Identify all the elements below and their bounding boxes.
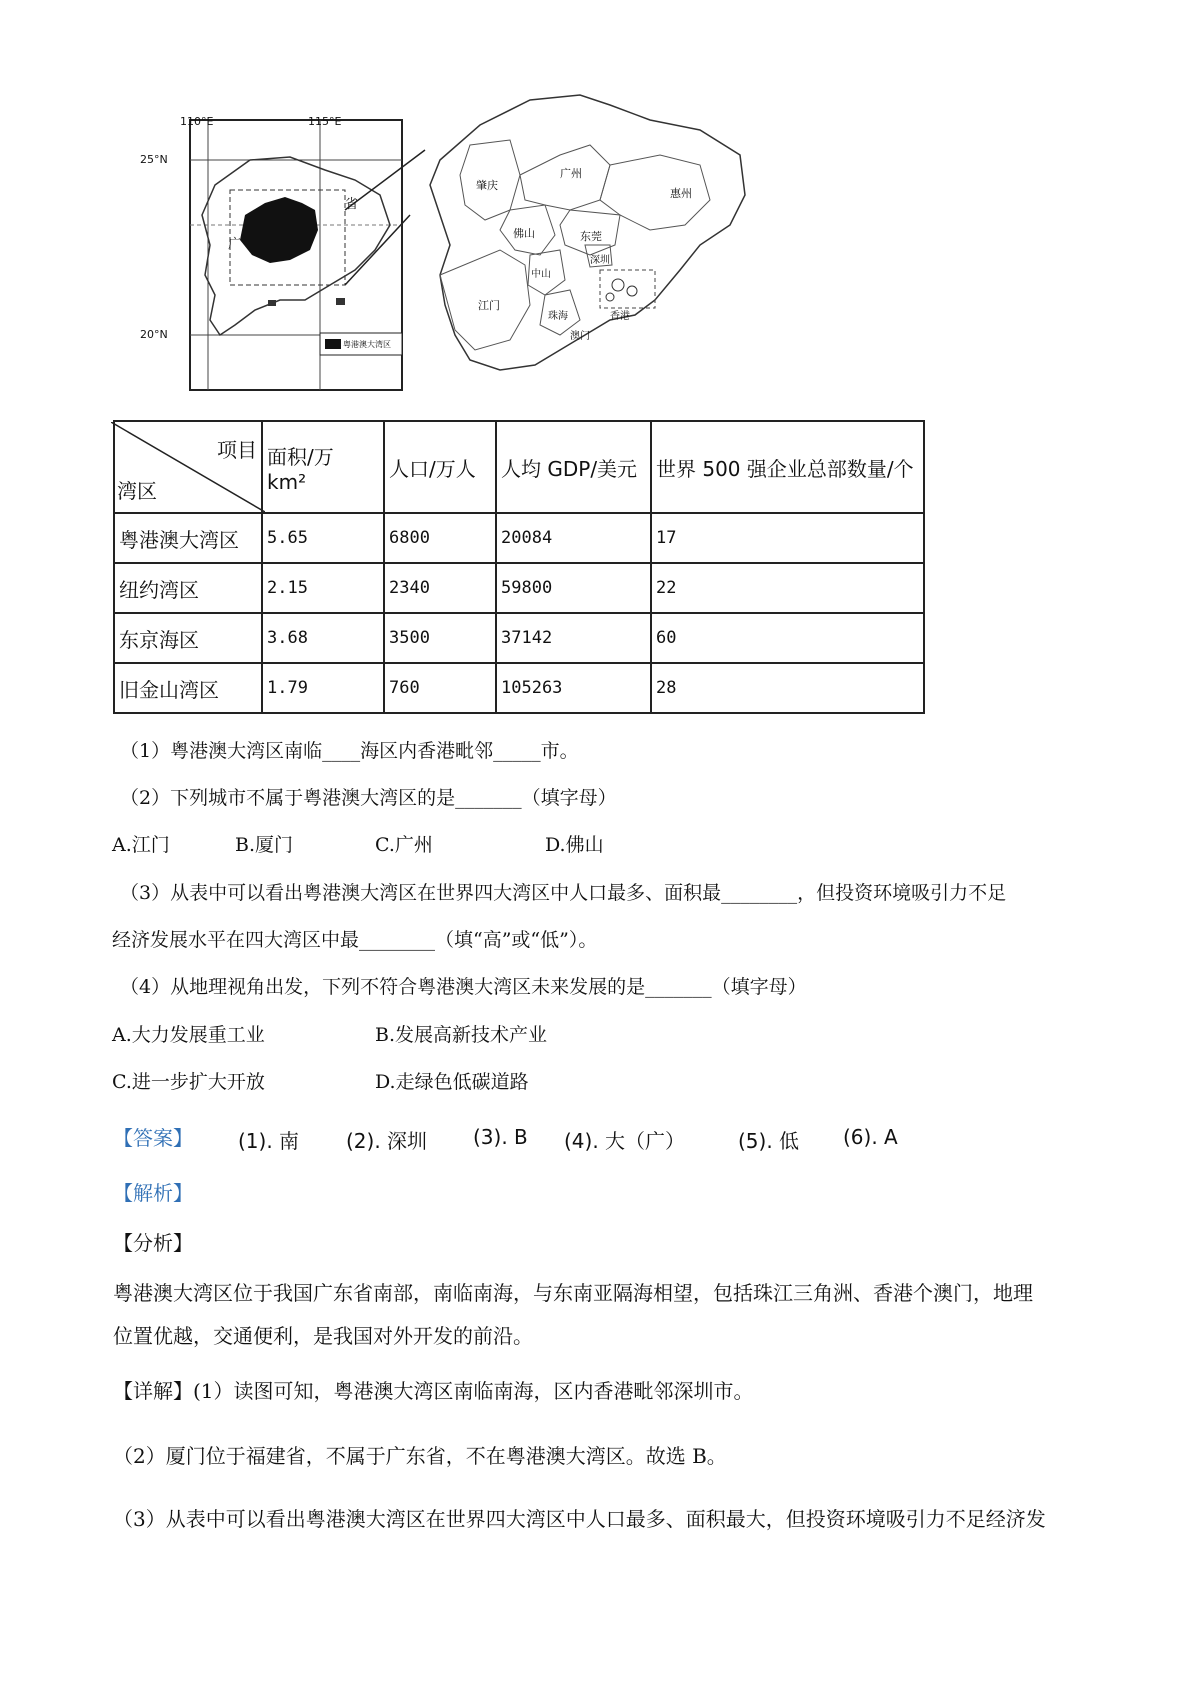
header-region-label: 湾区 [117, 479, 157, 503]
detail-3: （3）从表中可以看出粤港澳大湾区在世界四大湾区中人口最多、面积最大，但投资环境吸引力不足经济发 [113, 1507, 1046, 1531]
q4-option-d: D.走绿色低碳道路 [375, 1071, 529, 1093]
answer-item: (6). A [843, 1125, 898, 1149]
row-name: 粤港澳大湾区 [114, 513, 262, 563]
fenxi-text-line-1: 粤港澳大湾区位于我国广东省南部，南临南海，与东南亚隔海相望，包括珠江三角洲、香港个澳门，地理 [113, 1281, 1033, 1305]
city-label: 澳门 [570, 331, 590, 342]
cell-population: 3500 [384, 613, 496, 663]
city-label: 惠州 [670, 187, 692, 200]
cell-area: 5.65 [262, 513, 384, 563]
cell-gdp: 20084 [496, 513, 651, 563]
detail-1: 【详解】(1）读图可知，粤港澳大湾区南临南海，区内香港毗邻深圳市。 [113, 1379, 754, 1403]
table-row [114, 513, 924, 563]
question-3-line-1: （3）从表中可以看出粤港澳大湾区在世界四大湾区中人口最多、面积最________，但投资环境吸引力不足 [120, 882, 1007, 904]
answer-item: (2). 深圳 [346, 1129, 428, 1153]
table-header-row [114, 421, 924, 513]
cell-population: 6800 [384, 513, 496, 563]
province-label: 广 [228, 237, 242, 252]
cell-top500: 28 [651, 663, 924, 713]
question-2: （2）下列城市不属于粤港澳大湾区的是_______（填字母） [120, 787, 617, 809]
cell-population: 2340 [384, 563, 496, 613]
latitude-label-20: 20°N [140, 328, 168, 341]
guangdong-map [140, 85, 820, 415]
fenxi-text-line-2: 位置优越，交通便利，是我国对外开发的前沿。 [113, 1324, 533, 1348]
table-row [114, 613, 924, 663]
city-label: 香港 [610, 311, 630, 322]
table-row [114, 563, 924, 613]
q2-option-c: C.广州 [375, 834, 433, 856]
city-label: 深圳 [590, 255, 610, 266]
bay-area-table [113, 420, 925, 714]
latitude-label-25: 25°N [140, 153, 168, 166]
diagonal-header-cell [114, 421, 262, 513]
city-label: 珠海 [548, 311, 568, 322]
city-label: 江门 [478, 299, 500, 312]
q2-option-a: A.江门 [112, 834, 170, 856]
q2-option-b: B.厦门 [235, 834, 294, 856]
analysis-label: 【解析】 [113, 1181, 193, 1205]
map-figure [140, 85, 820, 415]
cell-top500: 22 [651, 563, 924, 613]
cell-top500: 17 [651, 513, 924, 563]
cell-area: 2.15 [262, 563, 384, 613]
city-label: 肇庆 [476, 179, 498, 192]
city-label: 广州 [560, 167, 582, 180]
q4-option-c: C.进一步扩大开放 [112, 1071, 265, 1093]
longitude-label-115: 115°E [308, 115, 342, 128]
cell-top500: 60 [651, 613, 924, 663]
cell-gdp: 37142 [496, 613, 651, 663]
row-name: 东京海区 [114, 613, 262, 663]
cell-population: 760 [384, 663, 496, 713]
answer-item: (3). B [473, 1125, 528, 1149]
answer-label: 【答案】 [113, 1126, 193, 1150]
cell-gdp: 59800 [496, 563, 651, 613]
city-label: 中山 [531, 269, 551, 280]
table-row [114, 663, 924, 713]
header-item-label: 项目 [217, 438, 257, 462]
row-name: 纽约湾区 [114, 563, 262, 613]
cell-gdp: 105263 [496, 663, 651, 713]
answer-item: (5). 低 [738, 1129, 800, 1153]
longitude-label-110: 110°E [180, 115, 214, 128]
answer-item: (4). 大（广） [564, 1129, 686, 1153]
column-header: 人均 GDP/美元 [496, 421, 651, 513]
question-3-line-2: 经济发展水平在四大湾区中最________（填“高”或“低”）。 [112, 929, 598, 951]
city-label: 东莞 [580, 230, 602, 243]
row-name: 旧金山湾区 [114, 663, 262, 713]
detail-2: （2）厦门位于福建省，不属于广东省，不在粤港澳大湾区。故选 B。 [113, 1444, 727, 1468]
map-legend-label: 粤港澳大湾区 [343, 340, 391, 349]
column-header: 面积/万 km² [262, 421, 384, 513]
cell-area: 3.68 [262, 613, 384, 663]
q4-option-a: A.大力发展重工业 [112, 1024, 265, 1046]
question-4: （4）从地理视角出发，下列不符合粤港澳大湾区未来发展的是_______（填字母） [120, 976, 807, 998]
column-header: 人口/万人 [384, 421, 496, 513]
column-header: 世界 500 强企业总部数量/个 [651, 421, 924, 513]
city-label: 佛山 [513, 227, 535, 240]
province-label: 省 [345, 197, 359, 212]
question-1: （1）粤港澳大湾区南临____海区内香港毗邻_____市。 [120, 740, 579, 762]
q2-option-d: D.佛山 [545, 834, 604, 856]
answer-item: (1). 南 [238, 1129, 300, 1153]
q4-option-b: B.发展高新技术产业 [375, 1024, 548, 1046]
cell-area: 1.79 [262, 663, 384, 713]
fenxi-label: 【分析】 [113, 1231, 193, 1255]
